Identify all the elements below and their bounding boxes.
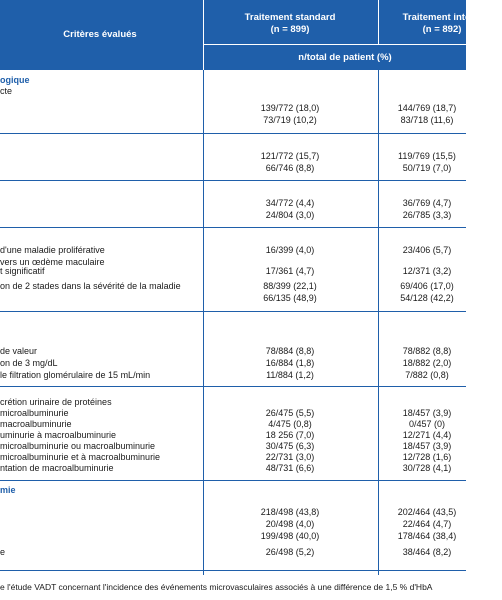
row-standard: 218/498 (43,8) <box>260 507 320 517</box>
row-label: ntation de macroalbuminurie <box>0 463 114 473</box>
row-intensive: 78/882 (8,8) <box>402 346 452 356</box>
header-standard-label: Traitement standard <box>244 12 336 23</box>
row-intensive: 30/728 (4,1) <box>402 463 452 473</box>
row-standard: 16/884 (1,8) <box>265 358 315 368</box>
row-intensive: 50/719 (7,0) <box>402 163 452 173</box>
header-criteria: Critères évalués <box>63 29 137 40</box>
header-divider <box>203 44 466 45</box>
section-divider <box>0 480 466 481</box>
row-label: microalbuminurie et à macroalbuminurie <box>0 452 161 462</box>
row-standard: 4/475 (0,8) <box>268 419 312 429</box>
row-standard: 48/731 (6,6) <box>265 463 315 473</box>
row-intensive: 22/464 (4,7) <box>402 519 452 529</box>
row-standard: 34/772 (4,4) <box>265 198 315 208</box>
row-label: uminurie à macroalbuminurie <box>0 430 117 440</box>
row-label: vers un œdème maculaire <box>0 257 105 267</box>
row-label: microalbuminurie <box>0 408 69 418</box>
section-divider <box>0 311 466 312</box>
section-divider <box>0 227 466 228</box>
row-intensive: 54/128 (42,2) <box>400 293 454 303</box>
footnote: e l'étude VADT concernant l'incidence des événements microvasculaires associés à une différence de 1,5 % d'HbA <box>0 582 433 592</box>
row-standard: 26/475 (5,5) <box>265 408 315 418</box>
row-standard: 199/498 (40,0) <box>260 531 320 541</box>
row-intensive: 7/882 (0,8) <box>405 370 449 380</box>
header-divider <box>203 0 204 70</box>
row-label: macroalbuminurie <box>0 419 72 429</box>
header-standard <box>205 12 375 36</box>
row-intensive: 69/406 (17,0) <box>400 281 454 291</box>
column-divider <box>203 70 204 575</box>
section-title: ogique <box>0 75 30 85</box>
row-label: de valeur <box>0 346 38 356</box>
row-label: on de 3 mg/dL <box>0 358 58 368</box>
header-intensive <box>382 12 502 36</box>
header-intensive-label: Traitement intens <box>402 12 482 23</box>
header-divider <box>378 0 379 44</box>
row-standard: 88/399 (22,1) <box>263 281 317 291</box>
row-label: cte <box>0 86 13 96</box>
row-intensive: 12/271 (4,4) <box>402 430 452 440</box>
row-intensive: 144/769 (18,7) <box>397 103 457 113</box>
row-standard: 66/135 (48,9) <box>263 293 317 303</box>
row-intensive: 202/464 (43,5) <box>397 507 457 517</box>
row-standard: 24/804 (3,0) <box>265 210 315 220</box>
row-intensive: 18/457 (3,9) <box>402 441 452 451</box>
row-intensive: 18/457 (3,9) <box>402 408 452 418</box>
row-intensive: 38/464 (8,2) <box>402 547 452 557</box>
row-label: d'une maladie proliférative <box>0 245 105 255</box>
row-standard: 18 256 (7,0) <box>265 430 315 440</box>
row-standard: 66/746 (8,8) <box>265 163 315 173</box>
row-standard: 17/361 (4,7) <box>265 266 315 276</box>
column-divider <box>378 70 379 575</box>
row-intensive: 178/464 (38,4) <box>397 531 457 541</box>
table-bottom-border <box>0 570 466 571</box>
row-intensive: 26/785 (3,3) <box>402 210 452 220</box>
row-standard: 26/498 (5,2) <box>265 547 315 557</box>
row-intensive: 18/882 (2,0) <box>402 358 452 368</box>
row-label: t significatif <box>0 266 45 276</box>
row-standard: 121/772 (15,7) <box>260 151 320 161</box>
row-label: le filtration glomérulaire de 15 mL/min <box>0 370 151 380</box>
row-standard: 22/731 (3,0) <box>265 452 315 462</box>
header-intensive-n: (n = 892) <box>422 24 462 35</box>
row-standard: 139/772 (18,0) <box>260 103 320 113</box>
row-intensive: 12/728 (1,6) <box>402 452 452 462</box>
section-divider <box>0 180 466 181</box>
row-intensive: 83/718 (11,6) <box>400 115 454 125</box>
section-title: mie <box>0 485 16 495</box>
row-standard: 11/884 (1,2) <box>266 370 314 380</box>
header-standard-n: (n = 899) <box>270 24 310 35</box>
row-standard: 30/475 (6,3) <box>265 441 315 451</box>
row-label: on de 2 stades dans la sévérité de la maladie <box>0 281 181 291</box>
row-intensive: 119/769 (15,5) <box>398 151 456 161</box>
row-label: microalbuminurie ou macroalbuminurie <box>0 441 156 451</box>
row-intensive: 12/371 (3,2) <box>402 266 452 276</box>
row-standard: 73/719 (10,2) <box>263 115 317 125</box>
row-standard: 20/498 (4,0) <box>265 519 315 529</box>
row-standard: 78/884 (8,8) <box>265 346 315 356</box>
row-label: crétion urinaire de protéines <box>0 397 112 407</box>
row-label: e <box>0 547 6 557</box>
header-unit: n/total de patient (%) <box>298 52 392 63</box>
row-intensive: 36/769 (4,7) <box>402 198 452 208</box>
table-header <box>0 0 482 70</box>
row-intensive: 0/457 (0) <box>408 419 446 429</box>
row-standard: 16/399 (4,0) <box>265 245 315 255</box>
section-divider <box>0 133 466 134</box>
row-intensive: 23/406 (5,7) <box>402 245 452 255</box>
section-divider <box>0 386 466 387</box>
